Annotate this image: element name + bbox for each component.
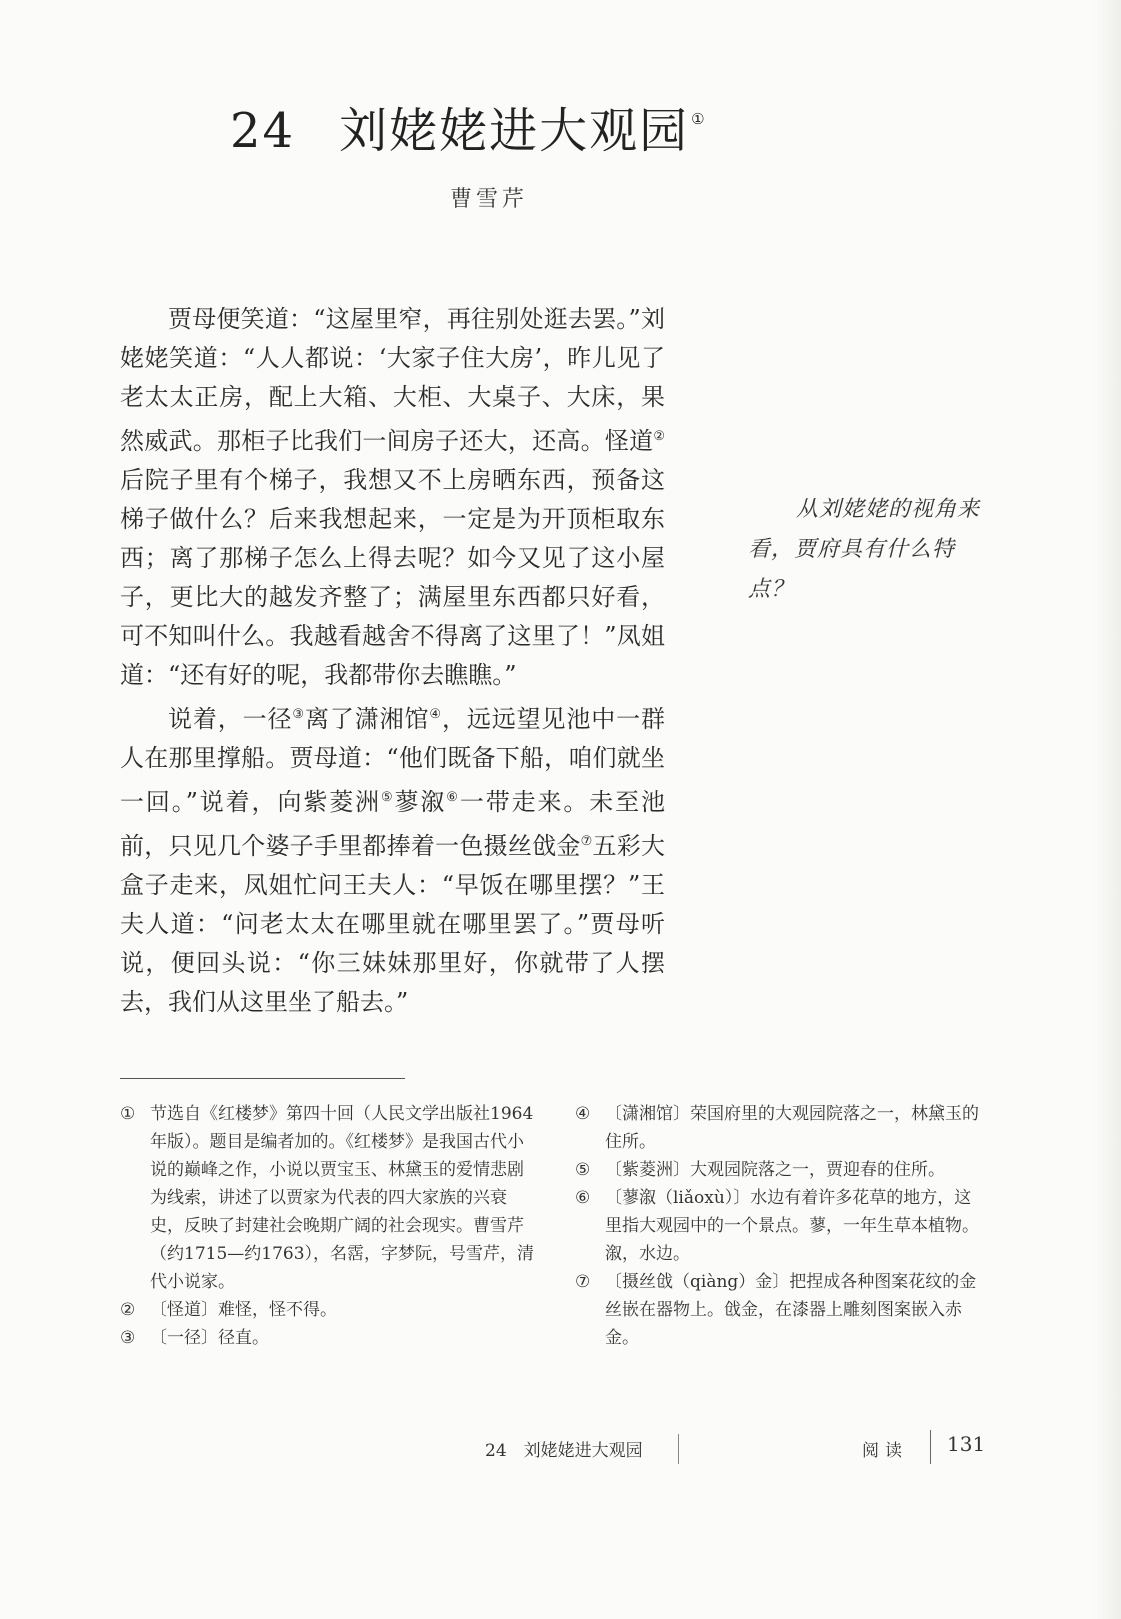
footnotes-left — [120, 1100, 540, 1352]
margin-question — [748, 490, 988, 610]
paragraph-text: 后院子里有个梯子，我想又不上房晒东西，预备这梯子做什么？后来我想起来，一定是为开顶柜取东西；离了那梯子怎么上得去呢？如今又见了这小屋子，更比大的越发齐整了；满屋里东西都只好看，可不知叫什么。我越看越舍不得离了这里了！”凤姐道：“还有好的呢，我都带你去瞧瞧。” — [120, 466, 665, 689]
paragraph-text: 蓼溆 — [394, 788, 447, 816]
footnote — [575, 1184, 985, 1268]
lesson-title-text: 刘姥姥进大观园 — [339, 103, 690, 159]
footnote-number: ⑥ — [575, 1188, 591, 1208]
footnote-number: ① — [120, 1104, 136, 1124]
paragraph-text: 一带走来。未至池前，只见几个婆子手里都捧着一色摄丝戗金 — [120, 788, 666, 860]
footnote-text: 〔蓼溆（liǎoxù）〕水边有着许多花草的地方，这里指大观园中的一个景点。蓼，一年生草本植物。溆，水边。 — [605, 1188, 979, 1264]
paragraph-text: ，远远望见池中一群人在那里撑船。贾母道：“他们既备下船，咱们就坐一回。”说着，向紫菱洲 — [120, 705, 666, 816]
footnote-mark: ⑥ — [446, 790, 460, 805]
footnote — [575, 1100, 985, 1156]
footnote — [120, 1100, 540, 1296]
lesson-number: 24 — [230, 103, 296, 159]
footnote — [575, 1268, 985, 1352]
footnote-text: 〔潇湘馆〕荣国府里的大观园院落之一，林黛玉的住所。 — [605, 1104, 979, 1152]
footnote-number: ⑦ — [575, 1272, 591, 1292]
footnote — [575, 1156, 985, 1184]
footnote — [120, 1296, 540, 1324]
footer-separator — [930, 1430, 931, 1464]
footnote-mark: ④ — [429, 707, 442, 722]
paragraph-text: 说着，一径 — [168, 705, 293, 733]
title-footnote-mark: ① — [691, 110, 707, 128]
footnote-text: 〔紫菱洲〕大观园院落之一，贾迎春的住所。 — [605, 1160, 945, 1180]
footnote-number: ③ — [120, 1328, 136, 1348]
paragraph-text: 贾母便笑道：“这屋里窄，再往别处逛去罢。”刘姥姥笑道：“人人都说：‘大家子住大房’，昨儿见了老太太正房，配上大箱、大柜、大桌子、大床，果然威武。那柜子比我们一间房子还大，还高。怪道 — [120, 305, 665, 455]
footnote — [120, 1324, 540, 1352]
author: 曹雪芹 — [450, 187, 529, 212]
body-paragraph — [120, 300, 665, 695]
body-text — [120, 300, 665, 1022]
page-edge-shadow — [1093, 0, 1121, 1619]
footnote-mark: ⑦ — [580, 834, 593, 849]
footnote-number: ④ — [575, 1104, 591, 1124]
page-number: 131 — [947, 1432, 986, 1456]
footnote-number: ⑤ — [575, 1160, 591, 1180]
footnote-mark: ⑤ — [380, 790, 395, 805]
margin-question-text: 从刘姥姥的视角来看，贾府具有什么特点？ — [748, 497, 981, 602]
body-paragraph — [120, 695, 665, 1022]
footnote-text: 〔一径〕径直。 — [150, 1328, 269, 1348]
footnote-mark: ③ — [292, 707, 305, 722]
footnote-text: 〔怪道〕难怪，怪不得。 — [150, 1300, 337, 1320]
footnote-number: ② — [120, 1300, 136, 1320]
footer-separator — [678, 1434, 679, 1464]
footnote-text: 节选自《红楼梦》第四十回（人民文学出版社1964年版）。题目是编者加的。《红楼梦》是我国古代小说的巅峰之作，小说以贾宝玉、林黛玉的爱情悲剧为线索，讲述了以贾家为代表的四大家族的兴衰史，反映了封建社会晚期广阔的社会现实。曹雪芹（约1715—约1763），名霑，字梦阮，号雪芹，清代小说家。 — [150, 1104, 535, 1292]
footnote-text: 〔摄丝戗（qiàng）金〕把捏成各种图案花纹的金丝嵌在器物上。戗金，在漆器上雕刻图案嵌入赤金。 — [605, 1272, 977, 1348]
lesson-title — [230, 92, 707, 161]
footnotes-right — [575, 1100, 985, 1352]
paragraph-text: 离了潇湘馆 — [304, 705, 430, 733]
footer-section: 阅读 — [862, 1441, 908, 1461]
footer-chapter: 24 刘姥姥进大观园 — [485, 1441, 643, 1461]
paragraph-text: 五彩大盒子走来，凤姐忙问王夫人：“早饭在哪里摆？”王夫人道：“问老太太在哪里就在哪里罢了。”贾母听说，便回头说：“你三妹妹那里好，你就带了人摆去，我们从这里坐了船去。” — [120, 832, 666, 1016]
footnote-divider — [120, 1078, 405, 1079]
footnote-mark: ② — [653, 429, 665, 444]
